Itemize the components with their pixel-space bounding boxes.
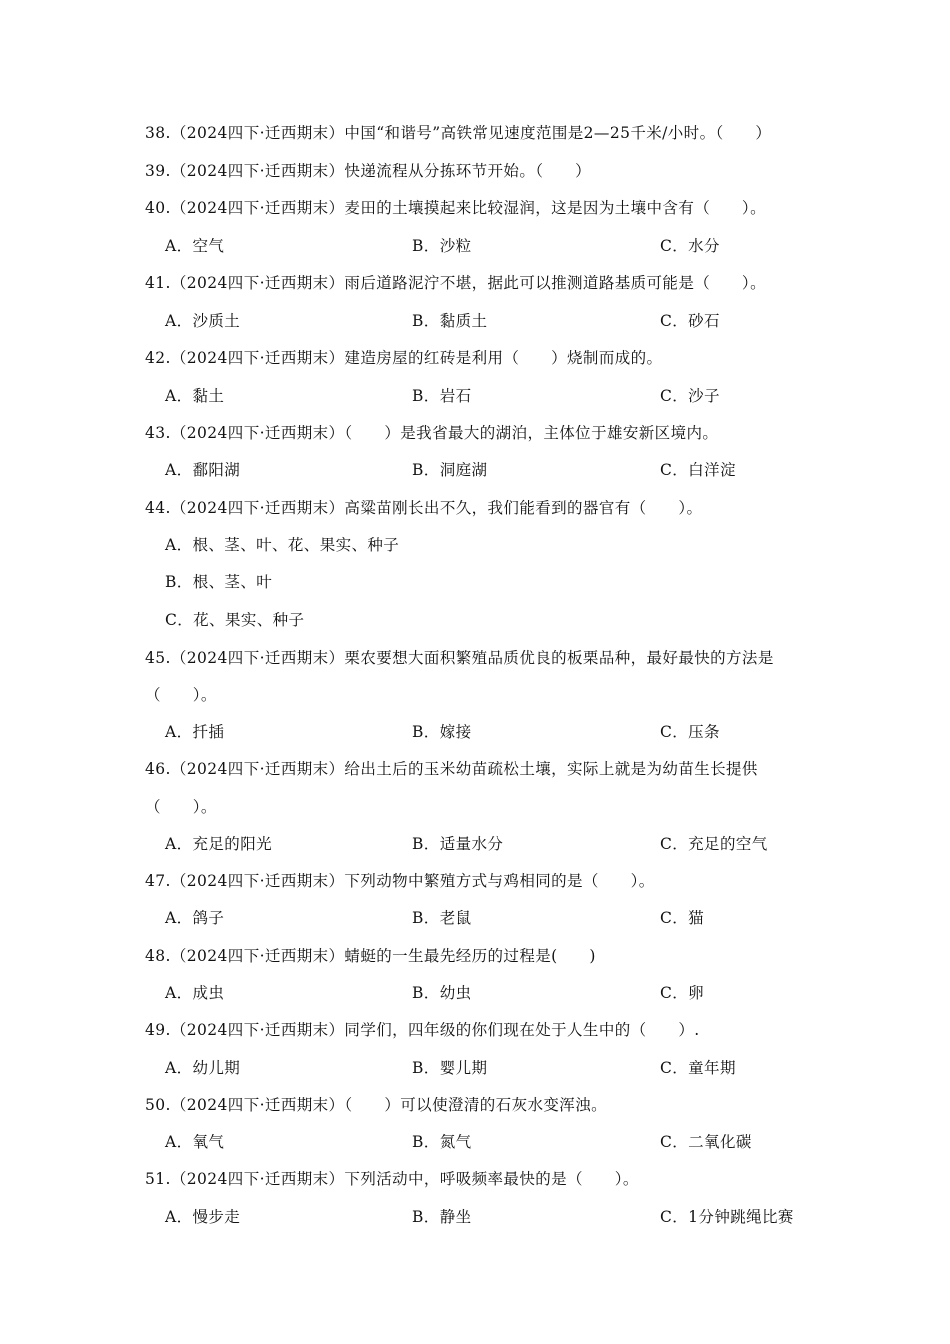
- question-38-stem: 38.（2024四下·迁西期末）中国“和谐号”高铁常见速度范围是2—25千米/小时。（ ）: [145, 124, 772, 142]
- question-45-option-c: C．压条: [660, 723, 720, 741]
- question-48-option-a: A．成虫: [165, 984, 225, 1002]
- question-49-stem: 49.（2024四下·迁西期末）同学们，四年级的你们现在处于人生中的（ ）.: [145, 1021, 700, 1039]
- question-50-option-a: A．氧气: [165, 1133, 225, 1151]
- question-41-option-a: A．沙质土: [165, 312, 241, 330]
- question-42-option-a: A．黏土: [165, 387, 225, 405]
- question-43-stem: 43.（2024四下·迁西期末）（ ）是我省最大的湖泊，主体位于雄安新区境内。: [145, 424, 719, 442]
- question-47-option-a: A．鸽子: [165, 909, 225, 927]
- question-51-option-a: A．慢步走: [165, 1208, 241, 1226]
- question-45-stem: 45.（2024四下·迁西期末）栗农要想大面积繁殖品质优良的板栗品种，最好最快的方法是: [145, 649, 774, 667]
- question-50-option-b: B．氮气: [412, 1133, 472, 1151]
- question-41-option-b: B．黏质土: [412, 312, 488, 330]
- question-46-option-a: A．充足的阳光: [165, 835, 272, 853]
- question-48-option-b: B．幼虫: [412, 984, 472, 1002]
- question-43-option-c: C．白洋淀: [660, 461, 736, 479]
- question-46-option-b: B．适量水分: [412, 835, 504, 853]
- question-42-stem: 42.（2024四下·迁西期末）建造房屋的红砖是利用（ ）烧制而成的。: [145, 349, 663, 367]
- question-41-stem: 41.（2024四下·迁西期末）雨后道路泥泞不堪，据此可以推测道路基质可能是（ ）。: [145, 274, 766, 292]
- question-48-stem: 48.（2024四下·迁西期末）蜻蜓的一生最先经历的过程是( ): [145, 947, 596, 965]
- question-40-option-c: C．水分: [660, 237, 720, 255]
- question-45-option-a: A．扦插: [165, 723, 225, 741]
- question-44-option-a: A．根、茎、叶、花、果实、种子: [165, 536, 400, 554]
- question-46-stem: 46.（2024四下·迁西期末）给出土后的玉米幼苗疏松土壤，实际上就是为幼苗生长提供: [145, 760, 758, 778]
- question-40-option-b: B．沙粒: [412, 237, 472, 255]
- question-49-option-c: C．童年期: [660, 1059, 736, 1077]
- question-45-option-b: B．嫁接: [412, 723, 472, 741]
- question-41-option-c: C．砂石: [660, 312, 720, 330]
- question-42-option-c: C．沙子: [660, 387, 720, 405]
- question-44-stem: 44.（2024四下·迁西期末）高粱苗刚长出不久，我们能看到的器官有（ ）。: [145, 499, 703, 517]
- question-44-option-c: C．花、果实、种子: [165, 611, 305, 629]
- question-51-option-b: B．静坐: [412, 1208, 472, 1226]
- question-43-option-a: A．鄱阳湖: [165, 461, 241, 479]
- question-50-option-c: C．二氧化碳: [660, 1133, 752, 1151]
- question-50-stem: 50.（2024四下·迁西期末）（ ）可以使澄清的石灰水变浑浊。: [145, 1096, 607, 1114]
- question-47-option-c: C．猫: [660, 909, 705, 927]
- question-47-stem: 47.（2024四下·迁西期末）下列动物中繁殖方式与鸡相同的是（ ）。: [145, 872, 655, 890]
- question-40-option-a: A．空气: [165, 237, 225, 255]
- question-42-option-b: B．岩石: [412, 387, 472, 405]
- question-44-option-b: B．根、茎、叶: [165, 573, 273, 591]
- question-48-option-c: C．卵: [660, 984, 705, 1002]
- question-49-option-b: B．婴儿期: [412, 1059, 488, 1077]
- question-51-option-c: C．1分钟跳绳比赛: [660, 1208, 794, 1226]
- question-45-stem-cont: （ ）。: [145, 686, 217, 704]
- question-47-option-b: B．老鼠: [412, 909, 472, 927]
- question-51-stem: 51.（2024四下·迁西期末）下列活动中，呼吸频率最快的是（ ）。: [145, 1170, 639, 1188]
- question-46-stem-cont: （ ）。: [145, 798, 217, 816]
- question-43-option-b: B．洞庭湖: [412, 461, 488, 479]
- question-46-option-c: C．充足的空气: [660, 835, 768, 853]
- question-40-stem: 40.（2024四下·迁西期末）麦田的土壤摸起来比较湿润，这是因为土壤中含有（ ）。: [145, 199, 766, 217]
- question-49-option-a: A．幼儿期: [165, 1059, 241, 1077]
- question-39-stem: 39.（2024四下·迁西期末）快递流程从分拣环节开始。（ ）: [145, 162, 592, 180]
